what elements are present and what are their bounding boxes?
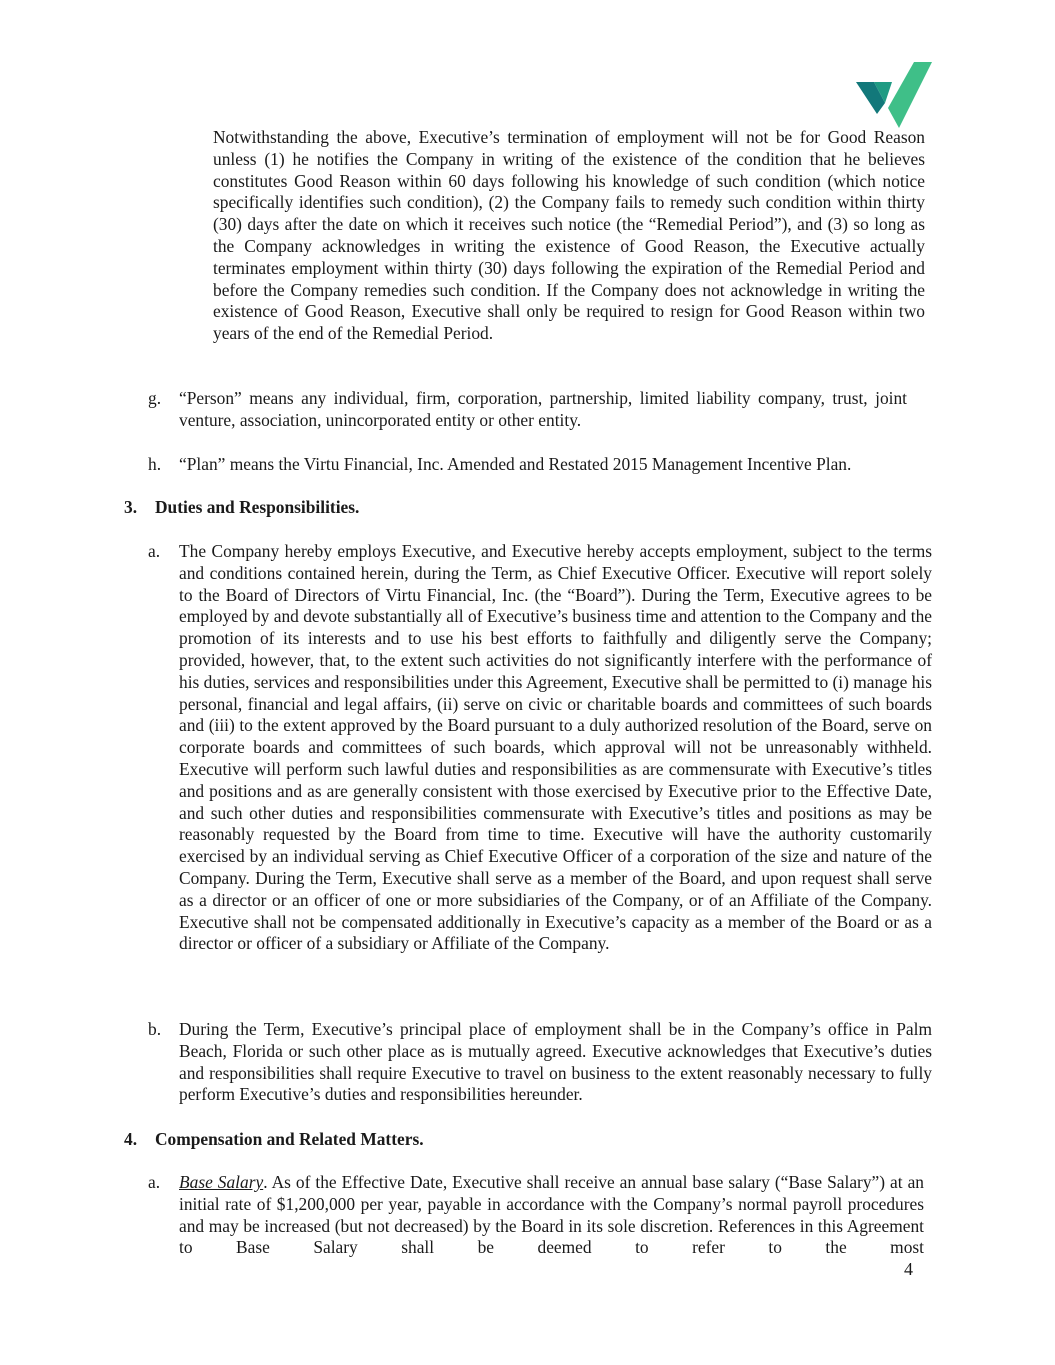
good-reason-continuation: Notwithstanding the above, Executive’s termination of employment will not be for Good Reason unless (1) he notifies the Company in writing of the existence of the condition that he believes constitutes Good Reason within 60 days following his knowledge of such condition (which notice specifically identifies such condition), (2) the Company fails to remedy such condition within thirty (30) days after the date on which it receives such notice (the “Remedial Period”), and (3) so long as the Company acknowledges in writing the existence of Good Reason, the Executive actually terminates employment within thirty (30) days following the expiration of the Remedial Period and before the Company remedies such condition. If the Company does not acknowledge in writing the existence of Good Reason, Executive shall only be required to resign for Good Reason within two years of the end of the Remedial Period. <box>213 127 925 344</box>
definition-h-plan: “Plan” means the Virtu Financial, Inc. Amended and Restated 2015 Management Incentive Plan. <box>179 454 852 474</box>
section-4a-heading: Base Salary <box>179 1172 264 1192</box>
logo-light-shape <box>888 62 932 128</box>
definition-h-marker: h. <box>148 454 162 474</box>
section-4a-base-salary <box>179 1172 924 1259</box>
definition-g-marker: g. <box>148 388 162 408</box>
section-3b-marker: b. <box>148 1019 162 1039</box>
section-4a-marker: a. <box>148 1172 161 1192</box>
section-3-title: Duties and Responsibilities. <box>155 497 360 517</box>
section-3-heading <box>124 497 359 519</box>
company-logo <box>856 60 932 128</box>
section-3a-marker: a. <box>148 541 161 561</box>
section-4a-text: . As of the Effective Date, Executive shall receive an annual base salary (“Base Salary”) at an initial rate of $1,200,000 per year, payable in accordance with the Company’s normal payroll procedures and may be increased (but not decreased) by the Board in its sole discretion. References in this Agreement to Base Salary shall be deemed to refer to the most <box>179 1172 924 1258</box>
section-3a-duties: The Company hereby employs Executive, and Executive hereby accepts employment, subject to the terms and conditions contained herein, during the Term, as Chief Executive Officer. Executive will report solely to the Board of Directors of Virtu Financial, Inc. (the “Board”). During the Term, Executive agrees to be employed by and devote substantially all of Executive’s business time and attention to the Company and the promotion of its interests and to use his best efforts to faithfully and diligently serve the Company; provided, however, that, to the extent such activities do not significantly interfere with the performance of his duties, services and responsibilities under this Agreement, Executive shall be permitted to (i) manage his personal, financial and legal affairs, (ii) serve on civic or charitable boards and committees of such boards and (iii) to the extent approved by the Board pursuant to a duly authorized resolution of the Board, serve on corporate boards and committees of such boards, which approval will not be unreasonably withheld. Executive will perform such lawful duties and responsibilities as are commensurate with Executive’s titles and positions and as are generally consistent with those exercised by Executive prior to the Effective Date, and such other duties and responsibilities commensurate with Executive’s titles and positions as may be reasonably requested by the Board from time to time. Executive will have the authority customarily exercised by an individual serving as Chief Executive Officer of a corporation of the size and nature of the Company. During the Term, Executive shall serve as a member of the Board, and upon request shall serve as a director or an officer of one or more subsidiaries of the Company, or of an Affiliate of the Company. Executive shall not be compensated additionally in Executive’s capacity as a member of the Board or as a director or officer of a subsidiary or Affiliate of the Company. <box>179 541 932 954</box>
page-number: 4 <box>904 1259 913 1279</box>
section-3b-place-of-employment: During the Term, Executive’s principal place of employment shall be in the Company’s office in Palm Beach, Florida or such other place as is mutually agreed. Executive acknowledges that Executive’s duties and responsibilities shall require Executive to travel on business to the extent reasonably necessary to fully perform Executive’s duties and responsibilities hereunder. <box>179 1019 932 1105</box>
section-3-number: 3. <box>124 497 138 517</box>
definition-g-person: “Person” means any individual, firm, corporation, partnership, limited liability company, trust, joint venture, association, unincorporated entity or other entity. <box>179 388 907 430</box>
section-4-number: 4. <box>124 1129 138 1149</box>
section-4-heading <box>124 1129 424 1151</box>
section-4-title: Compensation and Related Matters. <box>155 1129 424 1149</box>
